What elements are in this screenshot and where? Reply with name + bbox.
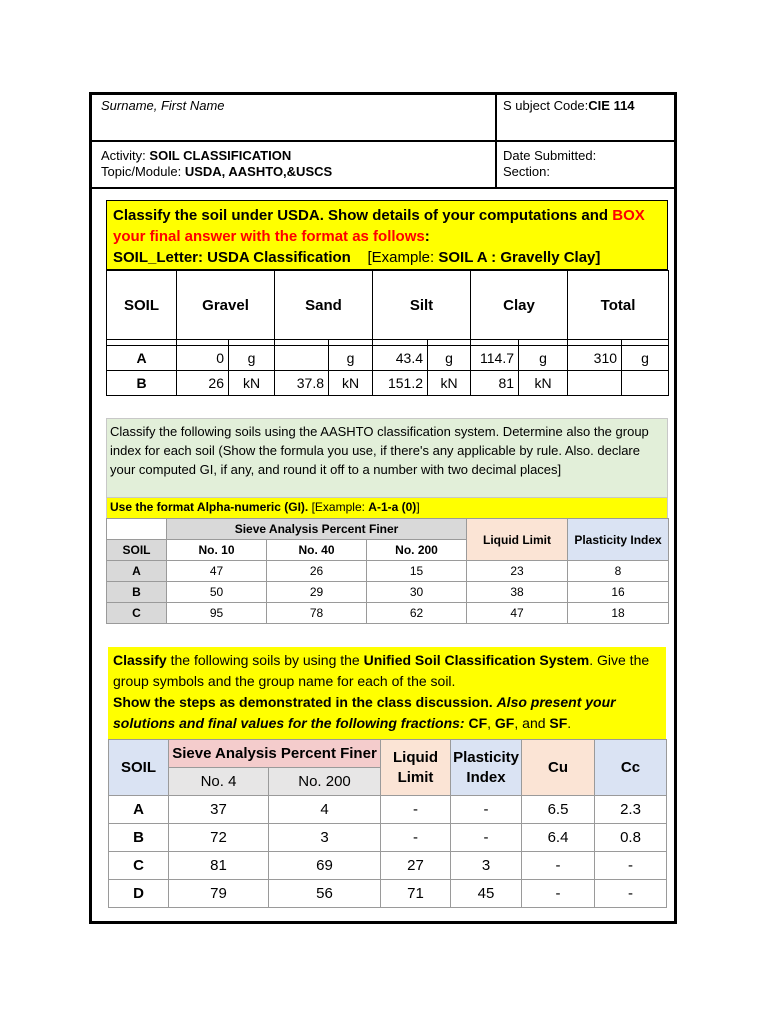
uscs-cf: CF [468, 715, 488, 731]
soil-cell: B [109, 824, 169, 852]
box-keyword: BOX [612, 207, 645, 224]
usda-table [106, 270, 669, 396]
usda-header-row [107, 271, 669, 340]
aashto-format-label: Use the format Alpha-numeric (GI). [110, 500, 312, 514]
value-cell: 62 [367, 603, 467, 624]
usda-instr-text: Classify the soil under USDA. Show details of your computations and [113, 207, 613, 224]
aashto-instructions: Classify the following soils using the AASHTO classification system. Determine also the group index for each soil (Show the formula you use, if there's any applicable by rule. Also. declare your computed GI, if any, and round it off to a number with two decimal places] [106, 418, 668, 498]
value-cell: 18 [568, 603, 669, 624]
table-row [109, 880, 667, 908]
usda-instr-red: your final answer with the format as follows [113, 228, 425, 245]
value-cell: - [381, 824, 451, 852]
value-cell: 29 [267, 582, 367, 603]
col-soil: SOIL [107, 540, 167, 561]
uscs-instructions [108, 647, 666, 739]
table-row [107, 603, 669, 624]
col-no10: No. 10 [167, 540, 267, 561]
aashto-table [106, 518, 669, 624]
col-cc: Cc [595, 740, 667, 796]
activity-topic [92, 142, 497, 187]
value-cell: 3 [451, 852, 522, 880]
aashto-example-close: ] [416, 500, 420, 514]
value-cell: 26 [267, 561, 367, 582]
topic-value: USDA, AASHTO,&USCS [184, 164, 333, 179]
value-cell: 79 [169, 880, 269, 908]
soil-cell: A [109, 796, 169, 824]
value-cell: - [381, 796, 451, 824]
uscs-gf: GF [494, 715, 515, 731]
sand-cell[interactable] [275, 346, 329, 371]
value-cell: - [451, 796, 522, 824]
col-silt: Silt [373, 271, 471, 340]
value-cell: 6.5 [522, 796, 595, 824]
usda-example: SOIL A : Gravelly Clay] [438, 249, 601, 266]
usda-instr-colon: : [424, 228, 430, 245]
uscs-w12: . [567, 715, 572, 731]
clay-cell[interactable]: 81 [471, 371, 519, 396]
value-cell: 3 [269, 824, 381, 852]
value-cell: 27 [381, 852, 451, 880]
aashto-format [106, 498, 668, 518]
unit-cell: g [428, 346, 471, 371]
silt-cell[interactable]: 151.2 [373, 371, 428, 396]
table-row [107, 582, 669, 603]
value-cell: 23 [467, 561, 568, 582]
topic-label: Topic/Module: [101, 164, 185, 179]
pi-line-1: Plasticity [453, 748, 519, 766]
unit-cell: g [229, 346, 275, 371]
col-cu: Cu [522, 740, 595, 796]
aashto-header-row-1 [107, 519, 669, 540]
table-row [109, 824, 667, 852]
clay-cell[interactable]: 114.7 [471, 346, 519, 371]
uscs-w8: , [487, 715, 495, 731]
pi-line-2: Index [466, 768, 506, 786]
col-liquid-limit: Liquid Limit [467, 519, 568, 561]
sieve-analysis-header: Sieve Analysis Percent Finer [167, 519, 467, 540]
col-no200: No. 200 [367, 540, 467, 561]
value-cell: 16 [568, 582, 669, 603]
col-soil: SOIL [109, 740, 169, 796]
value-cell: 50 [167, 582, 267, 603]
col-sand: Sand [275, 271, 373, 340]
sieve-analysis-header: Sieve Analysis Percent Finer [169, 740, 381, 768]
value-cell: 47 [467, 603, 568, 624]
uscs-w1: Classify [113, 652, 167, 668]
soil-cell: D [109, 880, 169, 908]
unit-cell [622, 371, 669, 396]
usda-format: SOIL_Letter: USDA Classification [113, 249, 351, 266]
uscs-w10: , and [514, 715, 550, 731]
table-row [107, 346, 669, 371]
soil-cell: A [107, 561, 167, 582]
date-submitted-field[interactable]: Date Submitted: [503, 148, 597, 163]
unit-cell: kN [229, 371, 275, 396]
value-cell: 37 [169, 796, 269, 824]
value-cell: 8 [568, 561, 669, 582]
value-cell: 78 [267, 603, 367, 624]
value-cell: 2.3 [595, 796, 667, 824]
uscs-section [108, 647, 666, 908]
value-cell: 6.4 [522, 824, 595, 852]
value-cell: - [595, 880, 667, 908]
aashto-example-label: [Example: [311, 500, 369, 514]
value-cell: 47 [167, 561, 267, 582]
value-cell: 45 [451, 880, 522, 908]
subject-label: S ubject Code: [503, 98, 589, 113]
worksheet-page [89, 92, 677, 924]
soil-cell: C [109, 852, 169, 880]
uscs-table [108, 739, 667, 908]
uscs-w5: Show the steps as demonstrated in the class discussion. [113, 694, 497, 710]
header-row-2 [92, 142, 674, 189]
value-cell: 38 [467, 582, 568, 603]
gravel-cell[interactable]: 0 [177, 346, 229, 371]
name-field[interactable]: Surname, First Name [92, 95, 497, 140]
header-row-1 [92, 95, 674, 142]
section-field[interactable]: Section: [503, 164, 550, 179]
unit-cell: g [622, 346, 669, 371]
col-plasticity-index [451, 740, 522, 796]
ll-line-1: Liquid [393, 748, 439, 766]
value-cell: 0.8 [595, 824, 667, 852]
soil-cell: A [107, 346, 177, 371]
aashto-section [106, 418, 668, 624]
blank-cell [107, 519, 167, 540]
unit-cell: kN [428, 371, 471, 396]
table-row [107, 371, 669, 396]
uscs-w6: Also present your solutions and final values for the following fractions: [113, 694, 616, 731]
col-no200: No. 200 [269, 768, 381, 796]
usda-example-label: [Example: [367, 249, 439, 266]
col-no4: No. 4 [169, 768, 269, 796]
subject-code: CIE 114 [588, 98, 635, 113]
value-cell: 71 [381, 880, 451, 908]
value-cell: - [522, 880, 595, 908]
value-cell: - [451, 824, 522, 852]
value-cell: 81 [169, 852, 269, 880]
value-cell: 69 [269, 852, 381, 880]
table-row [107, 561, 669, 582]
sand-cell[interactable]: 37.8 [275, 371, 329, 396]
value-cell: - [522, 852, 595, 880]
value-cell: 15 [367, 561, 467, 582]
usda-section [106, 200, 668, 396]
col-soil: SOIL [107, 271, 177, 340]
uscs-w3: Unified Soil Classification System [363, 652, 590, 668]
unit-cell: g [519, 346, 568, 371]
ll-line-2: Limit [397, 768, 434, 786]
unit-cell: kN [519, 371, 568, 396]
col-liquid-limit [381, 740, 451, 796]
col-clay: Clay [471, 271, 568, 340]
col-total: Total [568, 271, 669, 340]
table-row [109, 796, 667, 824]
usda-instructions [106, 200, 668, 270]
uscs-w4: . Give the group symbols and the group name for each of the soil. [113, 652, 650, 689]
uscs-header-row-1 [109, 740, 667, 768]
total-cell[interactable] [568, 371, 622, 396]
unit-cell: g [329, 346, 373, 371]
silt-cell[interactable]: 43.4 [373, 346, 428, 371]
uscs-w2: the following soils by using the [166, 652, 364, 668]
value-cell: 30 [367, 582, 467, 603]
gravel-cell[interactable]: 26 [177, 371, 229, 396]
subject-code-field [497, 95, 674, 140]
soil-cell: B [107, 371, 177, 396]
activity-label: Activity: [101, 148, 150, 163]
soil-cell: B [107, 582, 167, 603]
table-row [109, 852, 667, 880]
soil-cell: C [107, 603, 167, 624]
col-no40: No. 40 [267, 540, 367, 561]
value-cell: 4 [269, 796, 381, 824]
unit-cell: kN [329, 371, 373, 396]
date-section [497, 142, 674, 187]
uscs-sf: SF [549, 715, 568, 731]
activity-value: SOIL CLASSIFICATION [149, 148, 292, 163]
col-plasticity-index: Plasticity Index [568, 519, 669, 561]
value-cell: 56 [269, 880, 381, 908]
value-cell: - [595, 852, 667, 880]
col-gravel: Gravel [177, 271, 275, 340]
value-cell: 95 [167, 603, 267, 624]
aashto-example: A-1-a (0) [368, 500, 417, 514]
total-cell[interactable]: 310 [568, 346, 622, 371]
value-cell: 72 [169, 824, 269, 852]
